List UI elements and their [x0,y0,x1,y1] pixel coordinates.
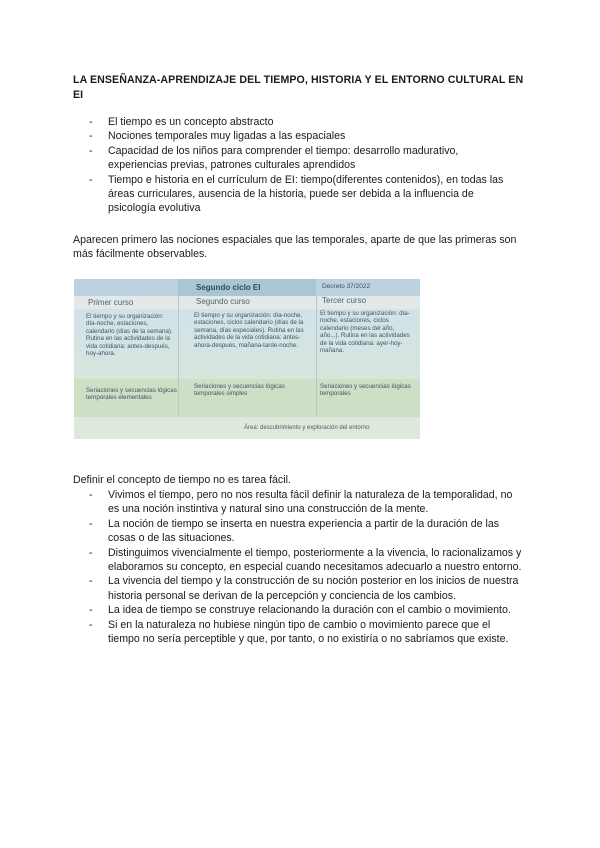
table-cell: Seriaciones y secuencias lógicas temporales elementales [86,387,177,402]
table-cycle-header: Segundo ciclo EI [196,283,261,292]
list-item: - La vivencia del tiempo y la construcción de su noción posterior en los inicios de nuestra historia personal se derivan de la percepción y conciencia de los cambios. [73,574,523,603]
paragraph-spatial: Aparecen primero las nociones espaciales que las temporales, aparte de que las primeras son más fácilmente observables. [73,234,517,261]
list-item: - Si en la naturaleza no hubiese ningún tipo de cambio o movimiento parece que el tiempo no sería perceptible y que, por tanto, o no existiría o no sabríamos que existe. [73,618,523,647]
list-item: - Distinguimos vivencialmente el tiempo, posteriormente a la vivencia, lo racionalizamos y elaboramos su concepto, en especial cuando necesitamos adecuarlo a nuestro entorno. [73,546,523,575]
table-col-second: Segundo curso [196,297,250,306]
column-divider [178,296,179,417]
table-cell: Seriaciones y secuencias lógicas temporales simples [194,383,285,398]
table-cell: El tiempo y su organización: día-noche, estaciones, calendario (días de la semana). Rutina en las actividades de la vida cotidiana: antes-después, hoy-ahora. [86,313,173,358]
bullet-list-time [73,488,523,646]
table-col-first: Primer curso [88,298,134,307]
column-divider [316,296,317,417]
list-item: - Capacidad de los niños para comprender el tiempo: desarrollo madurativo, experiencias previas, patrones culturales aprendidos [73,144,513,173]
table-decree-header: Decreto 37/2022 [322,283,371,290]
table-cell: El tiempo y su organización: día-noche, estaciones, ciclos calendario (meses del año, año...). Rutina en las actividades de la vida cotidiana: ayer-hoy-mañana. [320,310,410,355]
list-item: - Nociones temporales muy ligadas a las espaciales [73,129,513,143]
table-cell: El tiempo y su organización: día-noche, estaciones, ciclos calendario (días de la semana, días especiales). Rutina en las actividades de la vida cotidiana: antes-ahora-después, mañana-tarde-noche. [194,312,304,349]
table-area-caption: Área: descubrimiento y exploración del entorno [244,425,370,431]
list-item: - Tiempo e historia en el currículum de EI: tiempo(diferentes contenidos), en todas las áreas curriculares, ausencia de la historia, puede ser debida a la influencia de psicología evolutiva [73,173,513,216]
curriculum-table-image [74,279,420,439]
paragraph-define-time: Definir el concepto de tiempo no es tarea fácil. [73,474,291,486]
table-cell: Seriaciones y secuencias lógicas temporales [320,383,411,398]
table-col-third: Tercer curso [322,296,367,305]
bullet-list-intro [73,115,513,216]
list-item: - El tiempo es un concepto abstracto [73,115,513,129]
document-title: LA ENSEÑANZA-APRENDIZAJE DEL TIEMPO, HISTORIA Y EL ENTORNO CULTURAL EN EI [73,74,524,101]
list-item: - La noción de tiempo se inserta en nuestra experiencia a partir de la duración de las cosas o de las situaciones. [73,517,523,546]
list-item: - La idea de tiempo se construye relacionando la duración con el cambio o movimiento. [73,603,523,617]
list-item: - Vivimos el tiempo, pero no nos resulta fácil definir la naturaleza de la temporalidad, no es una noción instintiva y natural sino una construcción de la mente. [73,488,523,517]
